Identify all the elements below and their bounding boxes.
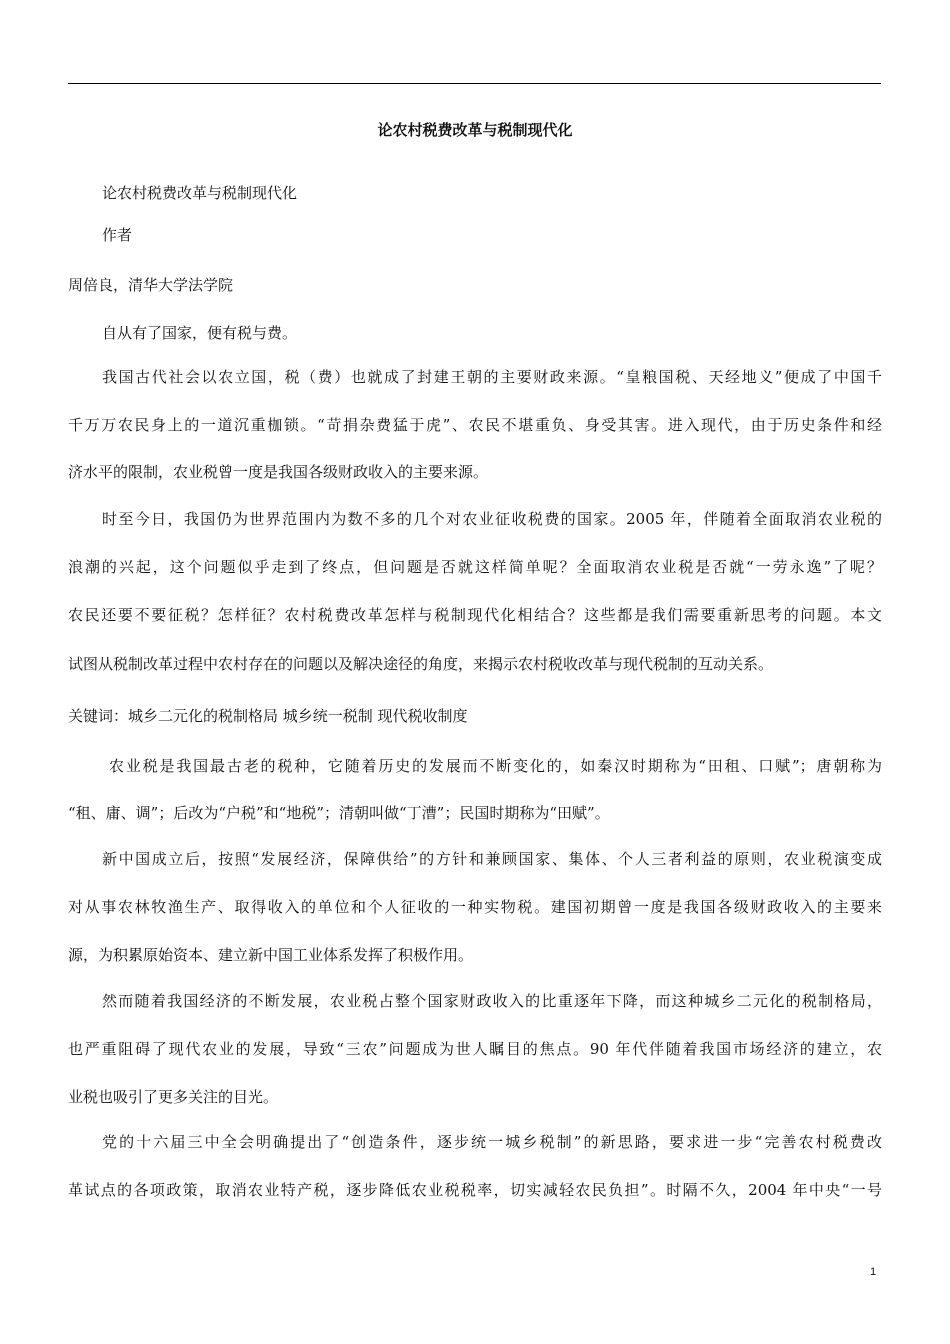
body-line: 自从有了国家，便有税与费。 [102,324,298,342]
body-line: 新中国成立后，按照“发展经济，保障供给”的方针和兼顾国家、集体、个人三者利益的原则，农业税演变成 [102,850,882,868]
body-line: 党的十六届三中全会明确提出了“创造条件，逐步统一城乡税制”的新思路，要求进一步“完善农村税费改 [102,1133,882,1151]
keywords-line: 关键词：城乡二元化的税制格局 城乡统一税制 现代税收制度 [68,707,468,725]
body-line: 试图从税制改革过程中农村存在的问题以及解决途径的角度，来揭示农村税收改革与现代税制的互动关系。 [68,655,774,673]
body-line: 业税也吸引了更多关注的目光。 [68,1088,279,1106]
body-line: 源，为积累原始资本、建立新中国工业体系发挥了积极作用。 [68,946,474,964]
subtitle-line: 论农村税费改革与税制现代化 [102,184,298,202]
body-line: 对从事农林牧渔生产、取得收入的单位和个人征收的一种实物税。建国初期曾一度是我国各级财政收入的主要来 [68,898,882,916]
document-title: 论农村税费改革与税制现代化 [377,121,573,139]
body-line: 浪潮的兴起，这个问题似乎走到了终点，但问题是否就这样简单呢？全面取消农业税是否就“一劳永逸”了呢？ [68,558,882,576]
page-number: 1 [870,1266,877,1278]
body-line: 革试点的各项政策，取消农业特产税，逐步降低农业税税率，切实减轻农民负担”。时隔不久，2004 年中央“一号 [68,1181,882,1199]
body-line: 农业税是我国最古老的税种，它随着历史的发展而不断变化的，如秦汉时期称为“田租、口赋”；唐朝称为 [109,757,882,775]
body-line: 我国古代社会以农立国，税（费）也就成了封建王朝的主要财政来源。“皇粮国税、天经地义”便成了中国千 [102,368,882,386]
body-line: 千万万农民身上的一道沉重枷锁。“苛捐杂费猛于虎”、农民不堪重负、身受其害。进入现代，由于历史条件和经 [68,416,882,434]
body-line: 时至今日，我国仍为世界范围内为数不多的几个对农业征收税费的国家。2005 年，伴随着全面取消农业税的 [102,510,882,528]
body-line: 农民还要不要征税？怎样征？农村税费改革怎样与税制现代化相结合？这些都是我们需要重新思考的问题。本文 [68,606,882,624]
body-line: 然而随着我国经济的不断发展，农业税占整个国家财政收入的比重逐年下降，而这种城乡二元化的税制格局， [102,992,882,1010]
header-rule [68,83,881,84]
body-line: 济水平的限制，农业税曾一度是我国各级财政收入的主要来源。 [68,463,489,481]
body-line: “租、庸、调”；后改为“户税”和“地税”；清朝叫做“丁漕”；民国时期称为“田赋”。 [68,804,610,822]
body-line: 也严重阻碍了现代农业的发展，导致“三农”问题成为世人瞩目的焦点。90 年代伴随着我国市场经济的建立，农 [68,1040,882,1058]
author-label: 作者 [102,226,133,244]
author-affiliation: 周倍良，清华大学法学院 [68,276,234,294]
